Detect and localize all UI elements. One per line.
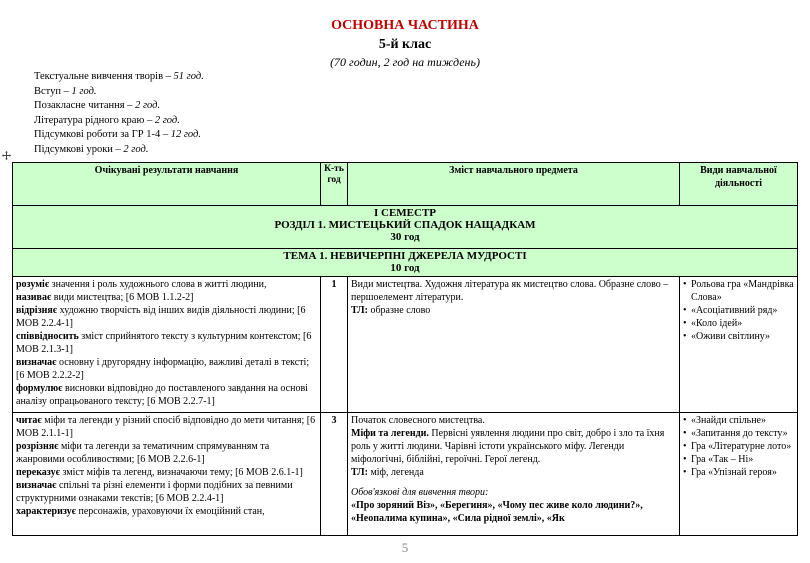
outcome-text: види мистецтва; [6 МОВ 1.1.2-2] [51, 292, 194, 303]
tl-label: ТЛ: [351, 305, 368, 316]
summary-line [34, 128, 204, 143]
outcome-text: висновки відповідно до поставленого завдання на основі аналізу опрацьованого тексту; [6 МОВ 2.2.7-1] [16, 383, 308, 407]
tl-text: образне слово [367, 305, 431, 316]
column-header-content: Зміст навчального предмета [348, 163, 680, 206]
activities-cell [680, 413, 798, 536]
hours-cell: 1 [321, 277, 348, 413]
content-text: Первісні уявлення людини про світ, добро і зло та їхня роль у житті людини. Чарівні істоти українського міфу. Легенди міфологічні, біблійні, героїчні. Герої легенд. [351, 428, 665, 465]
curriculum-table [12, 162, 798, 536]
theme-hours: 10 год [390, 262, 420, 274]
outcome-verb: визначає [16, 480, 57, 491]
summary-label: Текстуальне вивчення творів – [34, 71, 174, 82]
outcome-verb: розуміє [16, 279, 50, 290]
theme-row [13, 249, 798, 277]
activity-item: • «Знайди спільне» [691, 414, 794, 427]
summary-value: 12 год. [170, 129, 201, 140]
outcome-text: художню творчість від інших видів діяльності людини; [6 МОВ 2.2.4-1] [16, 305, 306, 329]
summary-label: Вступ – [34, 85, 72, 97]
outcome-verb: співвідносить [16, 331, 79, 342]
summary-value: 51 год. [173, 71, 204, 82]
outcome-item [16, 479, 317, 505]
outcome-verb: називає [16, 292, 52, 303]
activity-item: • «Запитання до тексту» [691, 427, 794, 440]
content-text: Види мистецтва. Художня література як мистецтво слова. Образне слово – першоелемент літератури. [351, 279, 669, 303]
outcome-verb: переказує [16, 467, 60, 478]
column-header-activities: Види навчальної діяльності [680, 163, 798, 206]
outcome-item [16, 466, 317, 479]
summary-value: 2 год. [154, 114, 180, 126]
tl-label: ТЛ: [351, 467, 368, 478]
section-hours: 30 год [390, 231, 420, 243]
outcomes-cell [13, 277, 321, 413]
summary-line [34, 143, 204, 158]
outcome-item [16, 291, 317, 304]
semester-title: І СЕМЕСТР [373, 207, 437, 219]
summary-value: 2 год. [123, 143, 149, 155]
content-cell [348, 413, 680, 536]
move-cross-icon[interactable] [2, 151, 11, 160]
tl-text: міф, легенда [367, 467, 424, 478]
activity-item: • «Коло ідей» [691, 317, 794, 330]
hours-summary [34, 70, 204, 157]
summary-label: Позакласне читання – [34, 100, 136, 111]
activity-item: • Гра «Упізнай героя» [691, 466, 794, 479]
outcome-item [16, 278, 317, 291]
summary-line [34, 85, 204, 100]
outcome-verb: формулює [16, 383, 63, 394]
outcome-verb: визначає [16, 357, 57, 368]
outcome-item [16, 330, 317, 356]
section-title: РОЗДІЛ 1. МИСТЕЦЬКИЙ СПАДОК НАЩАДКАМ [274, 219, 536, 231]
content-text: Початок словесного мистецтва. [351, 415, 485, 426]
summary-label: Література рідного краю – [34, 114, 155, 126]
outcome-text: міфи та легенди у різний спосіб відповідно до мети читання; [6 МОВ 2.1.1-1] [16, 415, 316, 439]
outcome-verb: розрізняє [16, 441, 59, 452]
table-header-row [13, 163, 798, 206]
summary-line [34, 114, 204, 129]
column-header-hours: К-ть год [321, 163, 348, 206]
outcome-item [16, 356, 317, 382]
table-row [13, 277, 798, 413]
outcome-text: зміст міфів та легенд, визначаючи тему; [6 МОВ 2.6.1-1] [59, 467, 303, 478]
outcome-item [16, 382, 317, 408]
summary-value: 1 год. [71, 85, 97, 97]
activity-item: • Рольова гра «Мандрівка Слова» [691, 278, 794, 304]
outcome-text: основну і другорядну інформацію, важливі деталі в тексті; [6 МОВ 2.2.2-2] [16, 357, 310, 381]
content-bold-lead: Міфи та легенди. [351, 428, 429, 439]
activities-cell [680, 277, 798, 413]
activity-item: • «Оживи світлину» [691, 330, 794, 343]
required-works: «Про зоряний Віз», «Берегиня», «Чому пес живе коло людини?», «Неопалима купина», «Сила рідної землі», «Як [351, 500, 643, 524]
outcome-item [16, 304, 317, 330]
outcome-text: спільні та різні елементи і форми подібних за певними структурними ознаками текстів; [6 МОВ 2.2.4-1] [16, 480, 293, 504]
column-header-outcomes: Очікувані результати навчання [13, 163, 321, 206]
outcome-item [16, 505, 317, 518]
activity-item: • Гра «Літературне лото» [691, 440, 794, 453]
page-title: ОСНОВНА ЧАСТИНА [331, 18, 479, 33]
theme-title: ТЕМА 1. НЕВИЧЕРПНІ ДЖЕРЕЛА МУДРОСТІ [283, 250, 527, 262]
required-works-label: Обов'язкові для вивчення твори: [351, 487, 489, 498]
hours-note: (70 годин, 2 год на тиждень) [330, 55, 480, 69]
activity-item: • Гра «Так – Ні» [691, 453, 794, 466]
content-cell [348, 277, 680, 413]
activity-item: • «Асоціативний ряд» [691, 304, 794, 317]
hours-cell: 3 [321, 413, 348, 536]
outcome-text: міфи та легенди за тематичним спрямуванням та жанровими особливостями; [6 МОВ 2.2.6-1] [16, 441, 270, 465]
outcome-item [16, 440, 317, 466]
outcome-item [16, 414, 317, 440]
outcome-text: персонажів, ураховуючи їх емоційний стан, [76, 506, 265, 517]
semester-row [13, 206, 798, 249]
outcome-verb: читає [16, 415, 42, 426]
outcome-verb: відрізняє [16, 305, 58, 316]
summary-label: Підсумкові роботи за ГР 1-4 – [34, 129, 171, 140]
summary-label: Підсумкові уроки – [34, 143, 124, 155]
summary-value: 2 год. [135, 100, 161, 111]
grade-subtitle: 5-й клас [378, 37, 432, 52]
outcomes-cell [13, 413, 321, 536]
summary-line [34, 99, 204, 114]
page-number: 5 [401, 540, 409, 555]
summary-line [34, 70, 204, 85]
table-row [13, 413, 798, 536]
outcome-verb: характеризує [16, 506, 76, 517]
outcome-text: значення і роль художнього слова в житті людини, [49, 279, 267, 290]
outcome-text: зміст сприйнятого тексту з культурним контекстом; [6 МОВ 2.1.3-1] [16, 331, 312, 355]
